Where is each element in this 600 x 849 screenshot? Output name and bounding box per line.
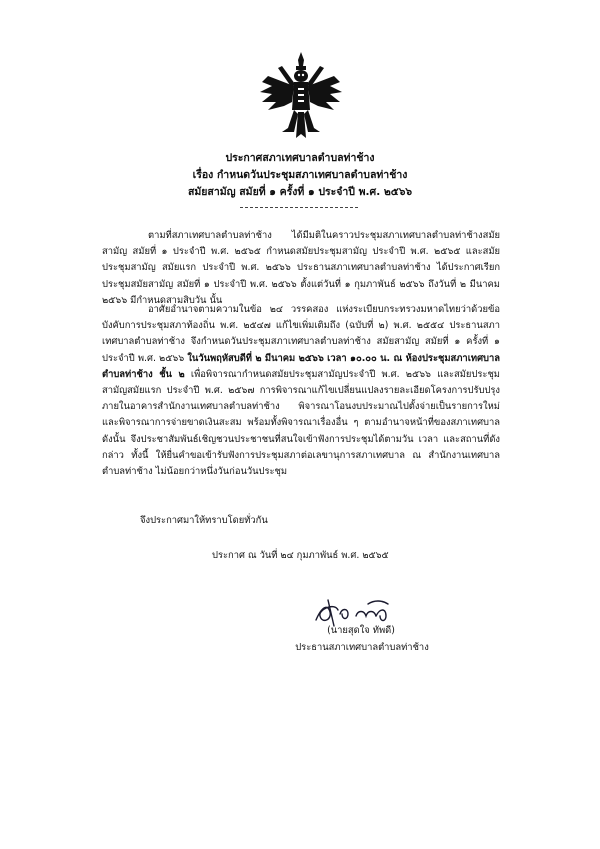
title-separator bbox=[240, 207, 358, 208]
signatory-name: (นายสุดใจ ทัพดี) bbox=[327, 625, 395, 636]
paragraph-2 bbox=[102, 302, 500, 480]
garuda-emblem-icon bbox=[258, 52, 344, 140]
meeting-datetime: ในวันพฤหัสบดีที่ ๒ มีนาคม ๒๕๖๖ เวลา ๑๐.๐๐ น. ณ ห้องประชุมสภาเทศบาลตำบลท่าช้าง ชั้น ๒ bbox=[102, 352, 500, 380]
announce-date: ประกาศ ณ วันที่ ๒๔ กุมภาพันธ์ พ.ศ. ๒๕๖๕ bbox=[212, 550, 389, 561]
paragraph-2-intro: อาศัยอำนาจตามความในข้อ ๒๔ วรรคสอง แห่งระเบียบกระทรวงมหาดไทยว่าด้วยข้อบังคับการประชุมสภาท้องถิ่น พ.ศ. ๒๕๔๗ แก้ไขเพิ่มเติมถึง (ฉบับที่ ๒) พ.ศ. ๒๕๕๔ ประธานสภาเทศบาลตำบลท่าช้าง จึงกำหนดวันประชุมสภาเทศบาลตำบลท่าช้าง สมัยสามัญ สมัยที่ ๑ ครั้งที่ ๑ ประจำปี พ.ศ. ๒๕๖๖ bbox=[102, 304, 500, 364]
announcement-title: ประกาศสภาเทศบาลตำบลท่าช้าง bbox=[225, 152, 375, 164]
signatory-position: ประธานสภาเทศบาลตำบลท่าช้าง bbox=[295, 642, 429, 653]
announce-line: จึงประกาศมาให้ทราบโดยทั่วกัน bbox=[140, 515, 268, 526]
paragraph-1: ตามที่สภาเทศบาลตำบลท่าช้าง ได้มีมติในคราวประชุมสภาเทศบาลตำบลท่าช้างสมัยสามัญ สมัยที่ ๑ ประจำปี พ.ศ. ๒๕๖๕ กำหนดสมัยประชุมสามัญ ประจำปี พ.ศ. ๒๕๖๕ และสมัยประชุมสามัญ สมัยแรก ประจำปี พ.ศ. ๒๕๖๖ ประธานสภาเทศบาลตำบลท่าช้าง ได้ประกาศเรียกประชุมสมัยสามัญ สมัยที่ ๑ ประจำปี พ.ศ. ๒๕๖๖ ตั้งแต่วันที่ ๑ กุมภาพันธ์ ๒๕๖๖ ถึงวันที่ ๒ มีนาคม ๒๕๖๖ มีกำหนดสามสิบวัน นั้น bbox=[102, 230, 500, 306]
announcement-session: สมัยสามัญ สมัยที่ ๑ ครั้งที่ ๑ ประจำปี พ.ศ. ๒๕๖๖ bbox=[187, 186, 413, 198]
announcement-subject: เรื่อง กำหนดวันประชุมสภาเทศบาลตำบลท่าช้าง bbox=[192, 169, 408, 181]
paragraph-2-agenda: เพื่อพิจารณากำหนดสมัยประชุมสามัญประจำปี พ.ศ. ๒๕๖๖ และสมัยประชุมสามัญสมัยแรก ประจำปี พ.ศ. ๒๕๖๗ การพิจารณาแก้ไขเปลี่ยนแปลงรายละเอียดโครงการปรับปรุงภายในอาคารสำนักงานเทศบาลตำบลท่าช้าง พิจารณาโอนงบประมาณไปตั้งจ่ายเป็นรายการใหม่ และพิจารณาการจ่ายขาดเงินสะสม พร้อมทั้งพิจารณาเรื่องอื่น ๆ ตามอำนาจหน้าที่ของสภาเทศบาล ดังนั้น จึงประชาสัมพันธ์เชิญชวนประชาชนที่สนใจเข้าฟังการประชุมได้ตามวัน เวลา และสถานที่ดังกล่าว ทั้งนี้ ให้ยื่นคำขอเข้ารับฟังการประชุมสภาต่อเลขานุการสภาเทศบาล ณ สำนักงานเทศบาลตำบลท่าช้าง ไม่น้อยกว่าหนึ่งวันก่อนวันประชุม bbox=[102, 368, 500, 478]
